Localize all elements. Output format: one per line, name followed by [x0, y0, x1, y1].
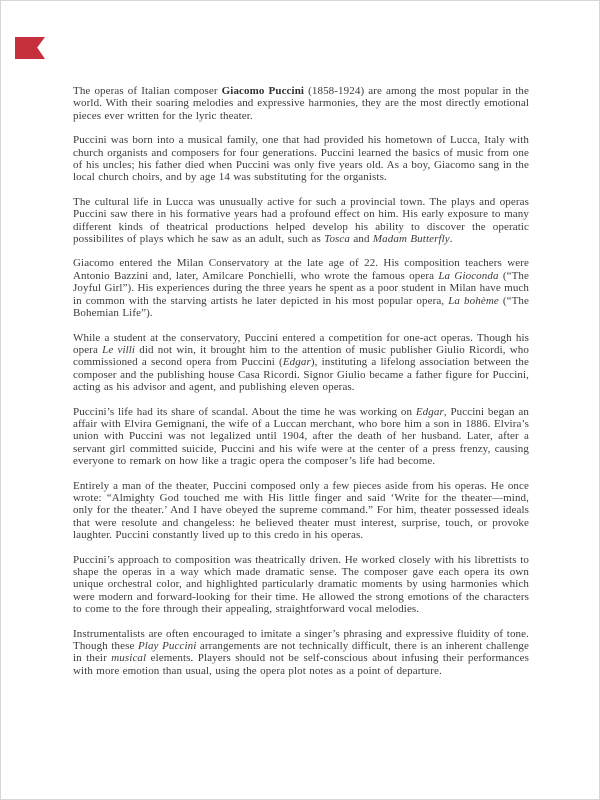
- text-run: .: [449, 233, 453, 246]
- italic-text-run: Le villi: [102, 343, 136, 356]
- paragraph: [73, 628, 529, 678]
- paragraph: [73, 406, 529, 468]
- italic-text-run: La bohème: [448, 294, 499, 307]
- text-run: While a student at the conservatory, Puccini entered a competition for one-act operas. Though his opera: [73, 331, 529, 356]
- text-run: (1858-1924) are among the most popular in the world. With their soaring melodies and expressive harmonies, they are the most directly emotional pieces ever written for the lyric theater.: [73, 85, 529, 122]
- text-run: arrangements are not technically difficult, there is an inherent challenge in their: [73, 640, 529, 665]
- paragraph: [73, 134, 529, 184]
- text-run: Instrumentalists are often encouraged to imitate a singer’s phrasing and expressive fluidity of tone. Though these: [73, 627, 529, 653]
- bold-text-run: Giacomo Puccini: [221, 85, 305, 97]
- text-run: Giacomo entered the Milan Conservatory at the late age of 22. His composition teachers were Antonio Bazzini and, later, Amilcare Ponchielli, who wrote the famous opera: [73, 257, 529, 282]
- text-run: Puccini’s approach to composition was theatrically driven. He worked closely with his librettists to shape the operas in a way which made dramatic sense. The composer gave each opera its own unique orchestral color, and highlighted particularly dramatic moments by using harmonies which were modern and forward-looking for their time. He allowed the strong emotions of the characters to come to the fore through their appealing, straightforward vocal melodies.: [73, 553, 529, 616]
- italic-text-run: Play Puccini: [137, 640, 197, 653]
- text-run: did not win, it brought him to the attention of music publisher Giulio Ricordi, who commissioned a second opera from Puccini (: [73, 343, 529, 369]
- text-run: ), instituting a lifelong association between the composer and the publishing house Casa Ricordi. Signor Giulio became a father figure for Puccini, acting as his advisor and agent, and publishing eleven operas.: [73, 356, 529, 394]
- text-run: (“The Bohemian Life”).: [73, 294, 530, 320]
- italic-text-run: Madam Butterfly: [372, 233, 450, 246]
- text-run: The cultural life in Lucca was unusually active for such a provincial town. The plays and operas Puccini saw there in his formative years had a profound effect on him. His early exposure to many different kinds of theatrical productions helped develop his ability to discover the operatic possibilites of plays which he saw as an adult, such as: [73, 195, 529, 246]
- paragraph: [73, 196, 529, 246]
- italic-text-run: musical: [111, 652, 147, 665]
- paragraph: [73, 257, 529, 319]
- italic-text-run: Tosca: [324, 233, 351, 246]
- text-run: elements. Players should not be self-conscious about infusing their performances with more emotion than usual, using the opera plot notes as a point of departure.: [73, 652, 529, 677]
- red-corner-tab-icon: [15, 37, 45, 59]
- text-run: The operas of Italian composer: [73, 85, 222, 97]
- text-run: Puccini’s life had its share of scandal. About the time he was working on: [73, 405, 416, 418]
- italic-text-run: Edgar: [415, 405, 444, 418]
- text-run: and: [350, 233, 373, 246]
- text-run: , Puccini began an affair with Elvira Gemignani, the wife of a Luccan merchant, who bore him a son in 1886. Elvira’s union with Puccini was not legalized until 1904, after the death of her husband. Later, after a servant girl committed suicide, Puccini and his wife were at the center of a press frenzy, causing everyone to remark on how like a tragic opera the composer’s life had become.: [73, 405, 529, 468]
- text-run: (“The Joyful Girl”). His experiences during the three years he spent as a poor student in Milan have much in common with the starving artists he later depicted in his most popular opera,: [73, 269, 529, 307]
- text-run: Entirely a man of the theater, Puccini composed only a few pieces aside from his operas. He once wrote: “Almighty God touched me with His little finger and said ‘Write for the theater—mind, only for the theater.’ And I have obeyed the supreme command.” For him, theater possessed ideals that were resolute and changeless: he believed theater must interest, surprise, touch, or provoke laughter. Puccini constantly lived up to this credo in his operas.: [73, 479, 529, 542]
- text-run: Puccini was born into a musical family, one that had provided his hometown of Lucca, Italy with church organists and composers for four generations. Puccini learned the basics of music from one of his uncles; his father died when Puccini was only five years old. As a boy, Giacomo sang in the local church choirs, and by age 14 was substituting for the organists.: [73, 134, 529, 184]
- document-body: [73, 85, 529, 689]
- italic-text-run: La Gioconda: [438, 269, 499, 282]
- paragraph: [73, 480, 529, 542]
- paragraph: [73, 554, 529, 616]
- paragraph: [73, 85, 529, 122]
- italic-text-run: Edgar: [282, 356, 311, 369]
- paragraph: [73, 332, 529, 394]
